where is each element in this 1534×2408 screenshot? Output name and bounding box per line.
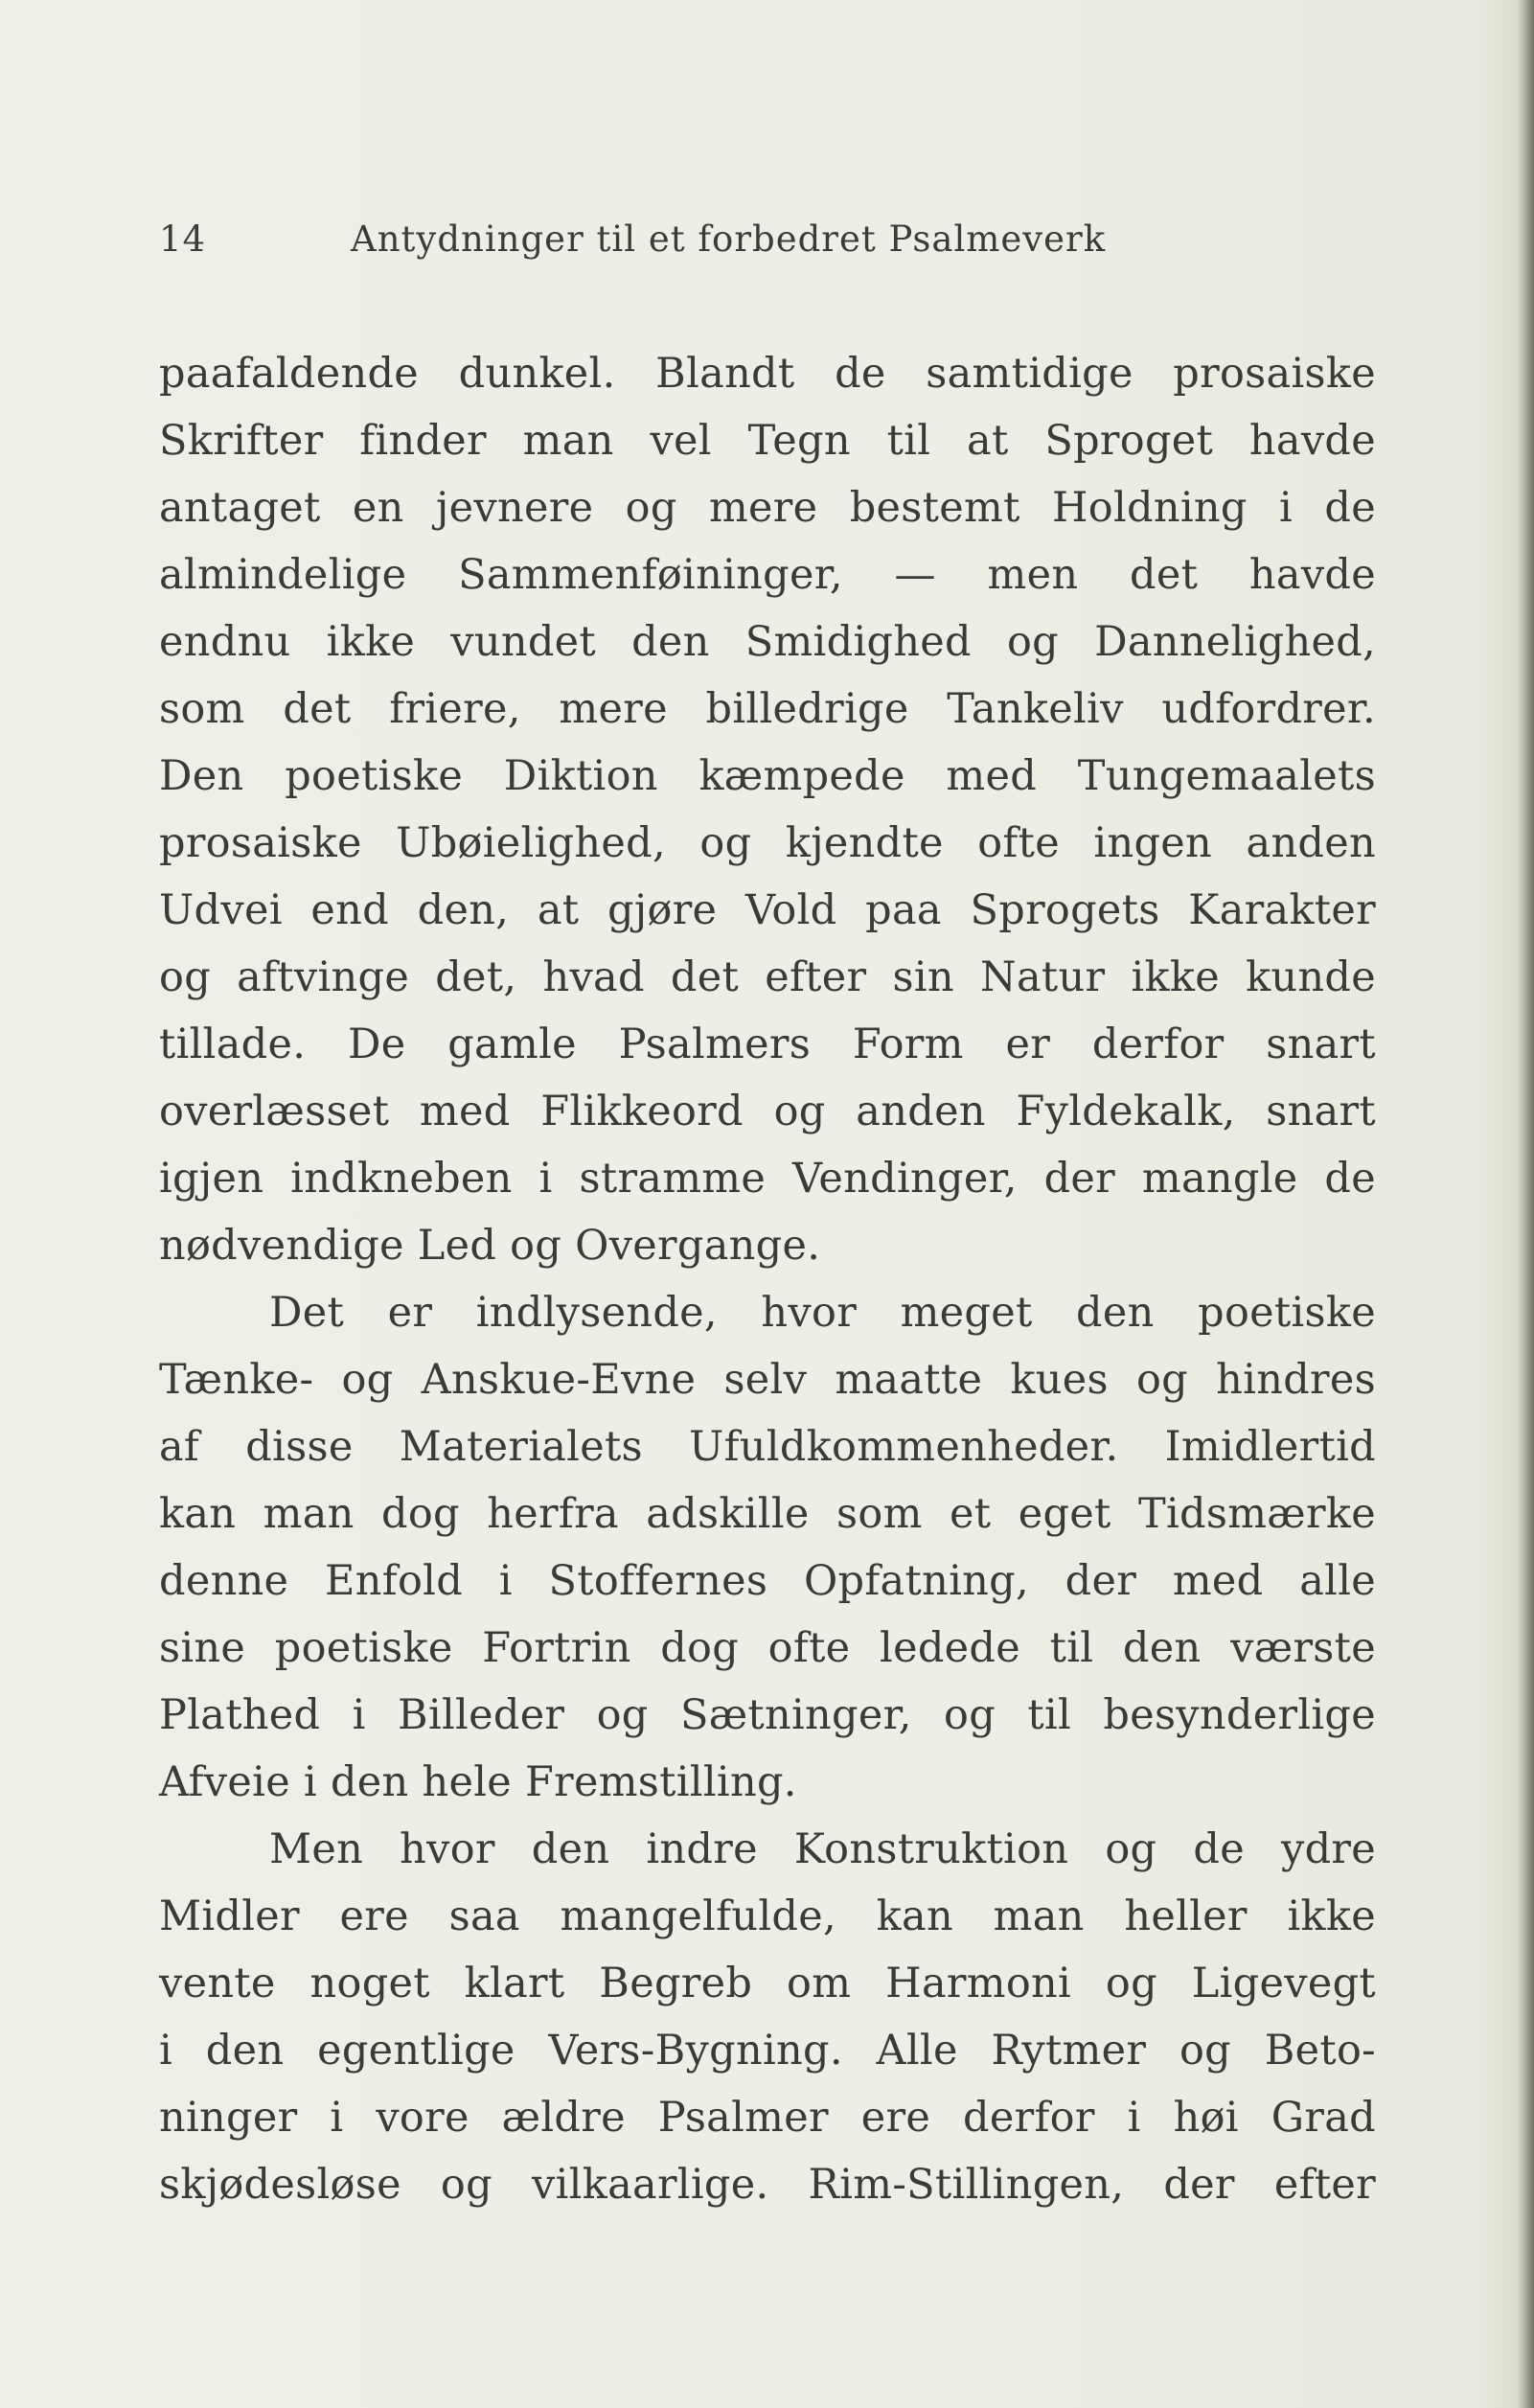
text-line: Midler ere saa mangelfulde, kan man heller ikke: [159, 1892, 1376, 1940]
text-line: prosaiske Ubøielighed, og kjendte ofte ingen anden: [159, 819, 1376, 867]
text-line: skjødesløse og vilkaarlige. Rim-Stillingen, der efter: [159, 2161, 1376, 2209]
running-head: [159, 218, 1376, 272]
text-line: endnu ikke vundet den Smidighed og Dannelighed,: [159, 618, 1376, 666]
text-line: denne Enfold i Stoffernes Opfatning, der med alle: [159, 1557, 1376, 1605]
text-line: Plathed i Billeder og Sætninger, og til besynderlige: [159, 1691, 1376, 1739]
text-line: almindelige Sammenføininger, — men det havde: [159, 551, 1376, 599]
text-line: Men hvor den indre Konstruktion og de ydre: [269, 1825, 1376, 1873]
text-line: Udvei end den, at gjøre Vold paa Sprogets Karakter: [159, 886, 1376, 934]
text-line: sine poetiske Fortrin dog ofte ledede til den værste: [159, 1624, 1376, 1672]
text-line: Tænke- og Anskue-Evne selv maatte kues og hindres: [159, 1356, 1376, 1404]
page-edge-shadow: [1517, 0, 1534, 2408]
text-line: tillade. De gamle Psalmers Form er derfor snart: [159, 1021, 1376, 1068]
text-line: som det friere, mere billedrige Tankeliv udfordrer.: [159, 685, 1376, 733]
text-line: Det er indlysende, hvor meget den poetiske: [269, 1289, 1376, 1337]
text-line: af disse Materialets Ufuldkommenheder. Imidlertid: [159, 1423, 1376, 1471]
text-line: vente noget klart Begreb om Harmoni og Ligevegt: [159, 1960, 1376, 2007]
text-line: kan man dog herfra adskille som et eget Tidsmærke: [159, 1490, 1376, 1538]
text-line: og aftvinge det, hvad det efter sin Natur ikke kunde: [159, 953, 1376, 1001]
page-number: 14: [159, 218, 207, 260]
body-text: [159, 340, 1376, 2218]
text-line: Afveie i den hele Fremstilling.: [159, 1758, 797, 1806]
text-line: i den egentlige Vers-Bygning. Alle Rytmer og Beto-: [159, 2027, 1376, 2075]
text-line: ninger i vore ældre Psalmer ere derfor i høi Grad: [159, 2094, 1376, 2142]
text-line: antaget en jevnere og mere bestemt Holdning i de: [159, 484, 1376, 532]
text-line: igjen indkneben i stramme Vendinger, der mangle de: [159, 1155, 1376, 1203]
text-line: paafaldende dunkel. Blandt de samtidige prosaiske: [159, 350, 1376, 398]
text-line: Skrifter finder man vel Tegn til at Sproget havde: [159, 417, 1376, 465]
running-title: Antydninger til et forbedret Psalmeverk: [351, 218, 1107, 260]
text-line: Den poetiske Diktion kæmpede med Tungemaalets: [159, 752, 1376, 800]
text-line: overlæsset med Flikkeord og anden Fyldekalk, snart: [159, 1088, 1376, 1135]
text-line: nødvendige Led og Overgange.: [159, 1222, 821, 1270]
